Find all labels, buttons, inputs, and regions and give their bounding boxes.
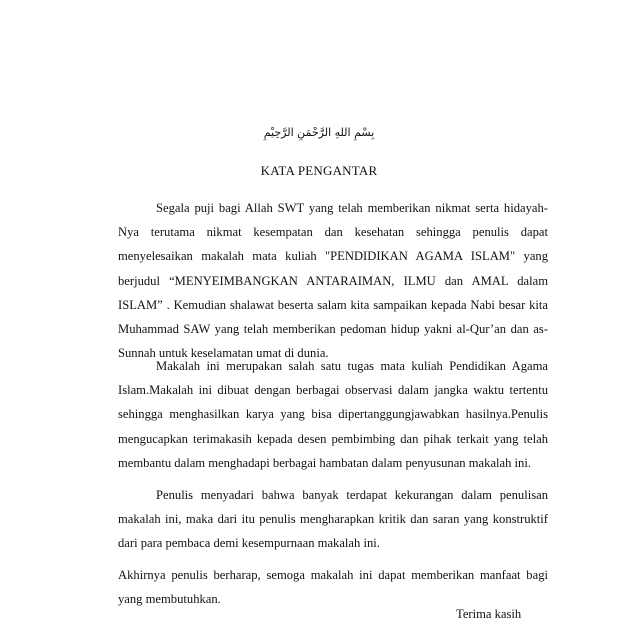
paragraph-closing-hope: Akhirnya penulis berharap, semoga makalah ini dapat memberikan manfaat bagi yang membutuhkan.: [118, 568, 548, 607]
page-title: KATA PENGANTAR: [260, 163, 378, 178]
basmala-heading: بِسْمِ اللهِ الرَّحْمَنِ الرَّحِيْمِ: [263, 126, 375, 139]
paragraph-purpose: Makalah ini merupakan salah satu tugas mata kuliah Pendidikan Agama Islam.Makalah ini dibuat dengan berbagai observasi dalam jangka waktu tertentu sehingga menghasilkan karya yang bisa dipertanggungjawabkan hasilnya.Penulis mengucapkan terimakasih kepada desen pembimbing dan pihak terkait yang telah membantu dalam menghadapi berbagai hambatan dalam penyusunan makalah ini.: [118, 359, 548, 470]
paragraph-shortcomings: Penulis menyadari bahwa banyak terdapat kekurangan dalam penulisan makalah ini, maka dari itu penulis mengharapkan kritik dan saran yang konstruktif dari para pembaca demi kesempurnaan makalah ini.: [118, 488, 548, 551]
paragraph-opening: Segala puji bagi Allah SWT yang telah memberikan nikmat serta hidayah-Nya terutama nikmat kesempatan dan kesehatan sehingga penulis dapat menyelesaikan makalah mata kuliah "PENDIDIKAN AGAMA ISLAM" yang berjudul “MENYEIMBANGKAN ANTARAIMAN, ILMU dan AMAL dalam ISLAM” . Kemudian shalawat beserta salam kita sampaikan kepada Nabi besar kita Muhammad SAW yang telah memberikan pedoman hidup yakni al-Qur’an dan as-Sunnah untuk keselamatan umat di dunia.: [118, 201, 548, 361]
closing-thanks: Terima kasih: [456, 607, 522, 621]
